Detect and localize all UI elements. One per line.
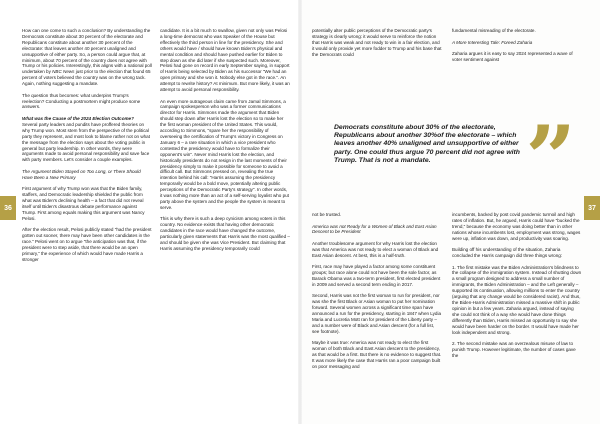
article-column-3-bottom (312, 212, 442, 376)
list-item: 2. The second mistake was an overzealous misuse of law to punish Trump. However legitimate, the number of cases gave the (452, 341, 576, 358)
numbered-list (452, 265, 582, 359)
pull-quote (334, 106, 582, 210)
pull-quote-text: Democrats constitute about 30% of the electorate, Republicans about another 30%of the electorate – which leaves another 40% unaligned and unsupportive of either party. One could thus argue 70 percent did not agree with Trump. That is not a mandate. (334, 124, 520, 164)
paragraph: Zaharia argues it is easy to say 2024 represented a wave of voter sentiment against (452, 51, 573, 62)
list-item: 1. The first mistake was the Biden Administration's blindness to the collapse of the immigration system. Instead of shutting down a small program designed to address a small number of immigrants, the Biden Administration – and the Left generally – supported its continuation, allowing millions to enter the country (arguing that any change would be considered racist). And thus, the Biden-Harris Administration missed a massive shift in public opinion in but a few years. Zaharia argued, instead of saying she could not think of a way she would have done things differently than Biden, Harris missed an opportunity to say she would have been harder on the border. It would have made her look independent and strong. (452, 264, 582, 335)
article-column-4-bottom (452, 212, 582, 364)
article-column-1 (22, 28, 152, 268)
paragraph: An even more outrageous claim came from Jamal Simmons, a campaign spokesperson who was a former communications director for Harris. Simmons made the argument that Biden should step down after Harris lost the election so to make her the first woman president of the United States. This would, according to Simmons, "spare her the responsibility of overseeing the certification of Trump's victory in Congress on January 6 – a rare situation in which a vice president who contested the presidency would have to formalize their opponent's win". Never mind Harris lost the election, and historically presidents do not resign in the last moments of their presidency simply to make it possible for someone to avoid a difficult call. But Simmons pressed on, revealing the true intention behind his call: "Harris assuming the presidency temporarily would be a bold move, potentially altering public perceptions of the Democratic Party's strategy". In other words, it was nothing more than an act of a self-serving loyalist who put party above the system and the people the system is meant to serve. (160, 98, 289, 210)
paragraph: Another troublesome argument for why Harris lost the election was that America was not ready to elect a woman of Black and East Asian descent. At best, this is a half-truth. (312, 240, 439, 258)
source-name: NBC News (52, 69, 75, 75)
paragraph: This is why there is such a deep cynicism among voters in this country. No evidence exists that having other democratic candidates in the race would have changed the outcome, particularly given statements that Harris was the most qualified – and should be given she was Vice President. But claiming that Harris assuming the presidency temporarily could (160, 216, 290, 251)
subheading: America was not Ready for a Women of Black and East Asian Descent to be President (312, 223, 437, 235)
paragraph: potentially alter public perceptions of the Democratic party's strategy is clearly wrong: it would serve to reinforce the notion that Harris was weak and not ready to win in a fair election, and it would only provide yet more fodder to Trump and his base that the Democrats could (312, 28, 442, 57)
page-number-left: 36 (0, 196, 16, 220)
article-column-2 (160, 28, 290, 257)
paragraph: First, race may have played a factor among some constituent groups; but race alone could not have been the sole factor, as Barack Obama was a two-term president, first elected president in 2009 and served a second term ending in 2017. (312, 264, 441, 287)
article-column-4-top (452, 28, 582, 68)
paragraph: The question thus becomes: what underpins Trump's reelection? Conducting a postmortem might produce some answers. (22, 92, 141, 110)
paragraph (22, 28, 152, 87)
paragraph: Building off his understanding of the situation, Zaharia concluded the Harris campaign did three things wrong: (452, 247, 563, 259)
text: How can one come to such a conclusion? By understanding the Democrats constitute about 30 percent of the electorate and Republicans constitute about another 30 percent of the electorate: that leaves another 40 percent unaligned and unsupportive of either party. So, a person could argue that, at minimum, about 70 percent of the country does not agree with Trump or his policies. Interestingly, this aligns with a national poll undertaken by (22, 28, 152, 75)
article-column-3-top (312, 28, 442, 63)
paragraph: First argument of why Trump won was that the Biden family, staffers, and Democratic leadership shielded the public from what was Biden's declining health – a fact that did not reveal itself until Biden's disastrous debate performance against Trump. First among equals making this argument was Nancy Pelosi. (22, 186, 145, 221)
paragraph: Second, Harris was not the first woman to run for president, nor was she the first Black or Asian woman to put her nomination forward. Several women across a significant time span have announced a run for the presidency, starting in 1847 when Lydia Maria and Lucretia Mott ran for president of the Liberty party – and a number were of Black and Asian descent (for a full list, see footnote). (312, 293, 441, 334)
text: just prior to the election that found 65 percent of voters believed the country was on the wrong tack. Again, nothing suggesting a mandate. (22, 69, 151, 87)
paragraph: not be trusted. (312, 212, 342, 217)
page-number-right: 37 (584, 196, 600, 220)
subheading: The Argument Biden Stayed on Too Long, or There Should Have Been a New Primary (22, 168, 141, 180)
paragraph: After the election result, Pelosi publicly stated "had the president gotten out sooner, there may have been other candidates in the race." Pelosi went on to argue "the anticipation was that, if the president were to step aside, that there would be an open primary," the experience of which would have made Harris a stronger (22, 227, 152, 262)
paragraph: Maybe it was true: America was not ready to elect the first woman of both Black and East Asian descent to the presidency, as that would be a first. But there is no evidence to suggest that. It was more likely the case that Harris ran a poor campaign built on poor messaging and (312, 340, 442, 369)
paragraph: fundamental misreading of the electorate. (452, 28, 536, 33)
paragraph: candidate. It is a bit much to swallow, given not only was Pelosi a long-time democrat who was Speaker of the House but effectively the third person in line for the presidency. She and others would have / should have known Biden's physical and mental condition and should have pushed earlier for Biden to step down as she did later if she suspected such. Moreover, Pelosi had gone on record in early September saying, in support of Harris being selected by Biden as his successor "We had an open primary and she won it. Nobody else got in the race.". An attempt to rewrite history? At minimum. But more likely, it was an attempt to avoid personal responsibility. (160, 28, 290, 93)
paragraph: Several party leaders and pundits have proffered theories on why Trump won. Most stem from the perspective of the political party they represent, and most look to blame rather not on what the message from the election says about the voting public in general but party leadership. In other words, they were arguments made to avoid personal responsibility and save face with party members. Let's consider a couple examples. (22, 121, 150, 163)
quote-mark-icon: ” (525, 106, 576, 210)
section-heading: What was the Cause of the 2024 Election Outcome? (22, 115, 134, 121)
subheading: A More Interesting Tale: Foreed Zaharia (452, 39, 533, 45)
paragraph: incumbents, backed by post covid pandemic turmoil and high rates of inflation. But, he argued, Harris could have "bucked the trend," because the economy was doing better than in other nations whose incumbents lost, employment was strong, wages were up, inflation was down, and productivity was soaring. (452, 212, 581, 241)
page-gutter (298, 0, 302, 424)
